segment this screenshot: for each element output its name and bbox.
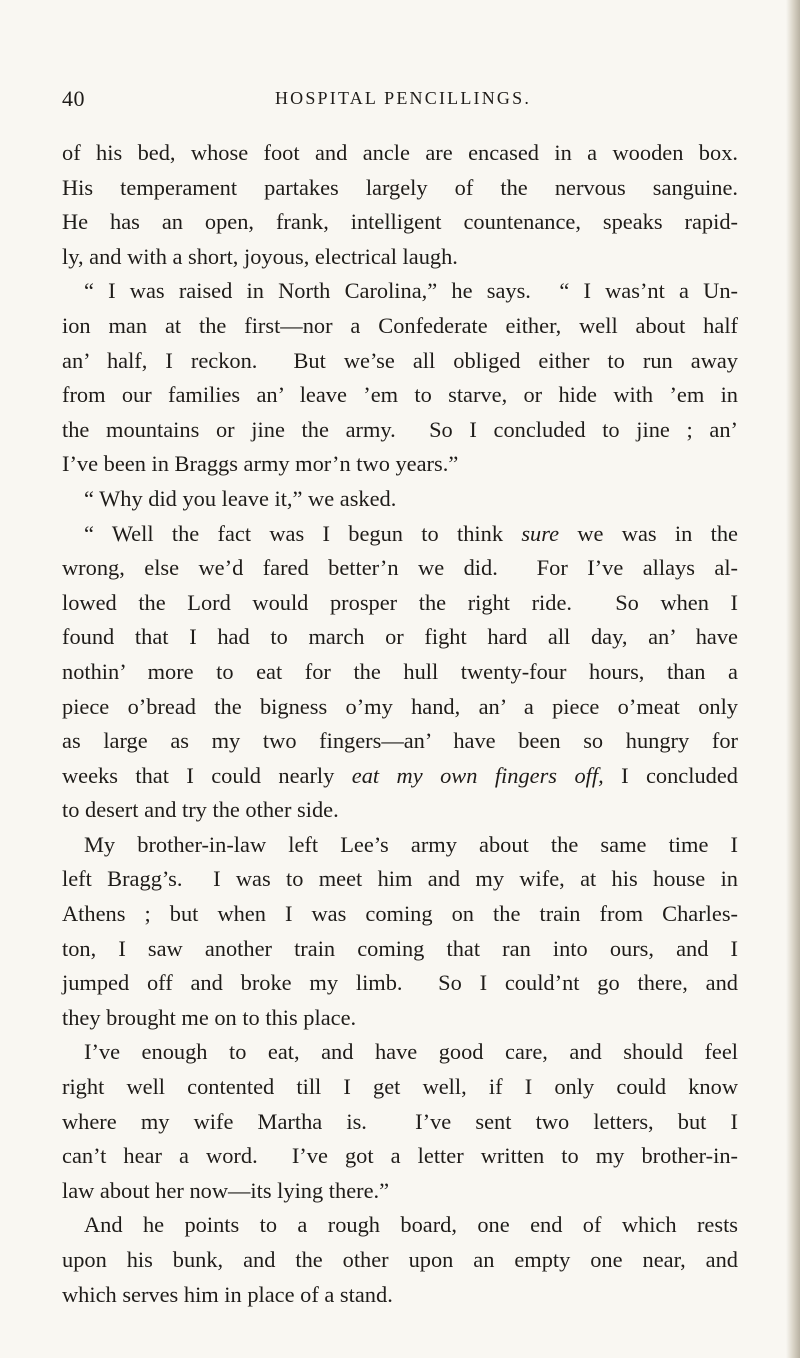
text-line: an’ half, I reckon. But we’se all obliged either to run away	[62, 347, 738, 373]
text-line: nothin’ more to eat for the hull twenty-four hours, than a	[62, 658, 738, 684]
page-header	[62, 86, 744, 116]
text-line: His temperament partakes largely of the nervous sanguine.	[62, 174, 738, 200]
text-line: right well contented till I get well, if I only could know	[62, 1074, 738, 1100]
text-line: jumped off and broke my limb. So I could’nt go there, and	[62, 970, 738, 996]
text-line: which serves him in place of a stand.	[62, 1281, 393, 1307]
italic-emphasis: sure	[521, 520, 560, 546]
text-line: piece o’bread the bigness o’my hand, an’ a piece o’meat only	[62, 693, 738, 719]
page-edge-shadow	[786, 0, 800, 1358]
italic-emphasis: eat my own fingers off,	[351, 762, 604, 788]
text-line: ion man at the first—nor a Confederate either, well about half	[62, 312, 738, 338]
text-line: as large as my two fingers—an’ have been so hungry for	[62, 728, 738, 754]
text-line: left Bragg’s. I was to meet him and my wife, at his house in	[62, 866, 738, 892]
text-line: My brother-in-law left Lee’s army about the same time I	[84, 831, 738, 857]
text-line: to desert and try the other side.	[62, 797, 339, 823]
text-line: I’ve been in Braggs army mor’n two years.”	[62, 451, 459, 477]
text-line: “ Well the fact was I begun to think sure we was in the	[84, 520, 738, 546]
text-line: “ I was raised in North Carolina,” he says. “ I was’nt a Un-	[84, 278, 738, 304]
text-line: “ Why did you leave it,” we asked.	[84, 485, 397, 511]
text-line: ton, I saw another train coming that ran into ours, and I	[62, 935, 738, 961]
text-line: weeks that I could nearly eat my own fingers off, I concluded	[62, 762, 738, 788]
body-text	[62, 136, 738, 1312]
text-line: the mountains or jine the army. So I concluded to jine ; an’	[62, 416, 738, 442]
text-line: found that I had to march or fight hard all day, an’ have	[62, 624, 738, 650]
page-number: 40	[62, 86, 85, 111]
text-line: Athens ; but when I was coming on the train from Charles-	[62, 901, 738, 927]
text-line: from our families an’ leave ’em to starve, or hide with ’em in	[62, 382, 738, 408]
text-line: He has an open, frank, intelligent countenance, speaks rapid-	[62, 209, 738, 235]
text-line: where my wife Martha is. I’ve sent two letters, but I	[62, 1108, 738, 1134]
text-line: upon his bunk, and the other upon an empty one near, and	[62, 1247, 738, 1272]
running-head: HOSPITAL PENCILLINGS.	[274, 88, 532, 108]
text-line: they brought me on to this place.	[62, 1004, 357, 1030]
text-line: can’t hear a word. I’ve got a letter written to my brother-in-	[62, 1143, 738, 1169]
text-line: lowed the Lord would prosper the right ride. So when I	[62, 589, 738, 615]
text-line: And he points to a rough board, one end of which rests	[84, 1212, 738, 1238]
text-line: of his bed, whose foot and ancle are encased in a wooden box.	[62, 140, 738, 165]
text-line: law about her now—its lying there.”	[62, 1177, 390, 1203]
text-line: I’ve enough to eat, and have good care, and should feel	[84, 1039, 738, 1065]
text-line: wrong, else we’d fared better’n we did. For I’ve allays al-	[62, 555, 738, 581]
text-line: ly, and with a short, joyous, electrical laugh.	[62, 243, 458, 269]
